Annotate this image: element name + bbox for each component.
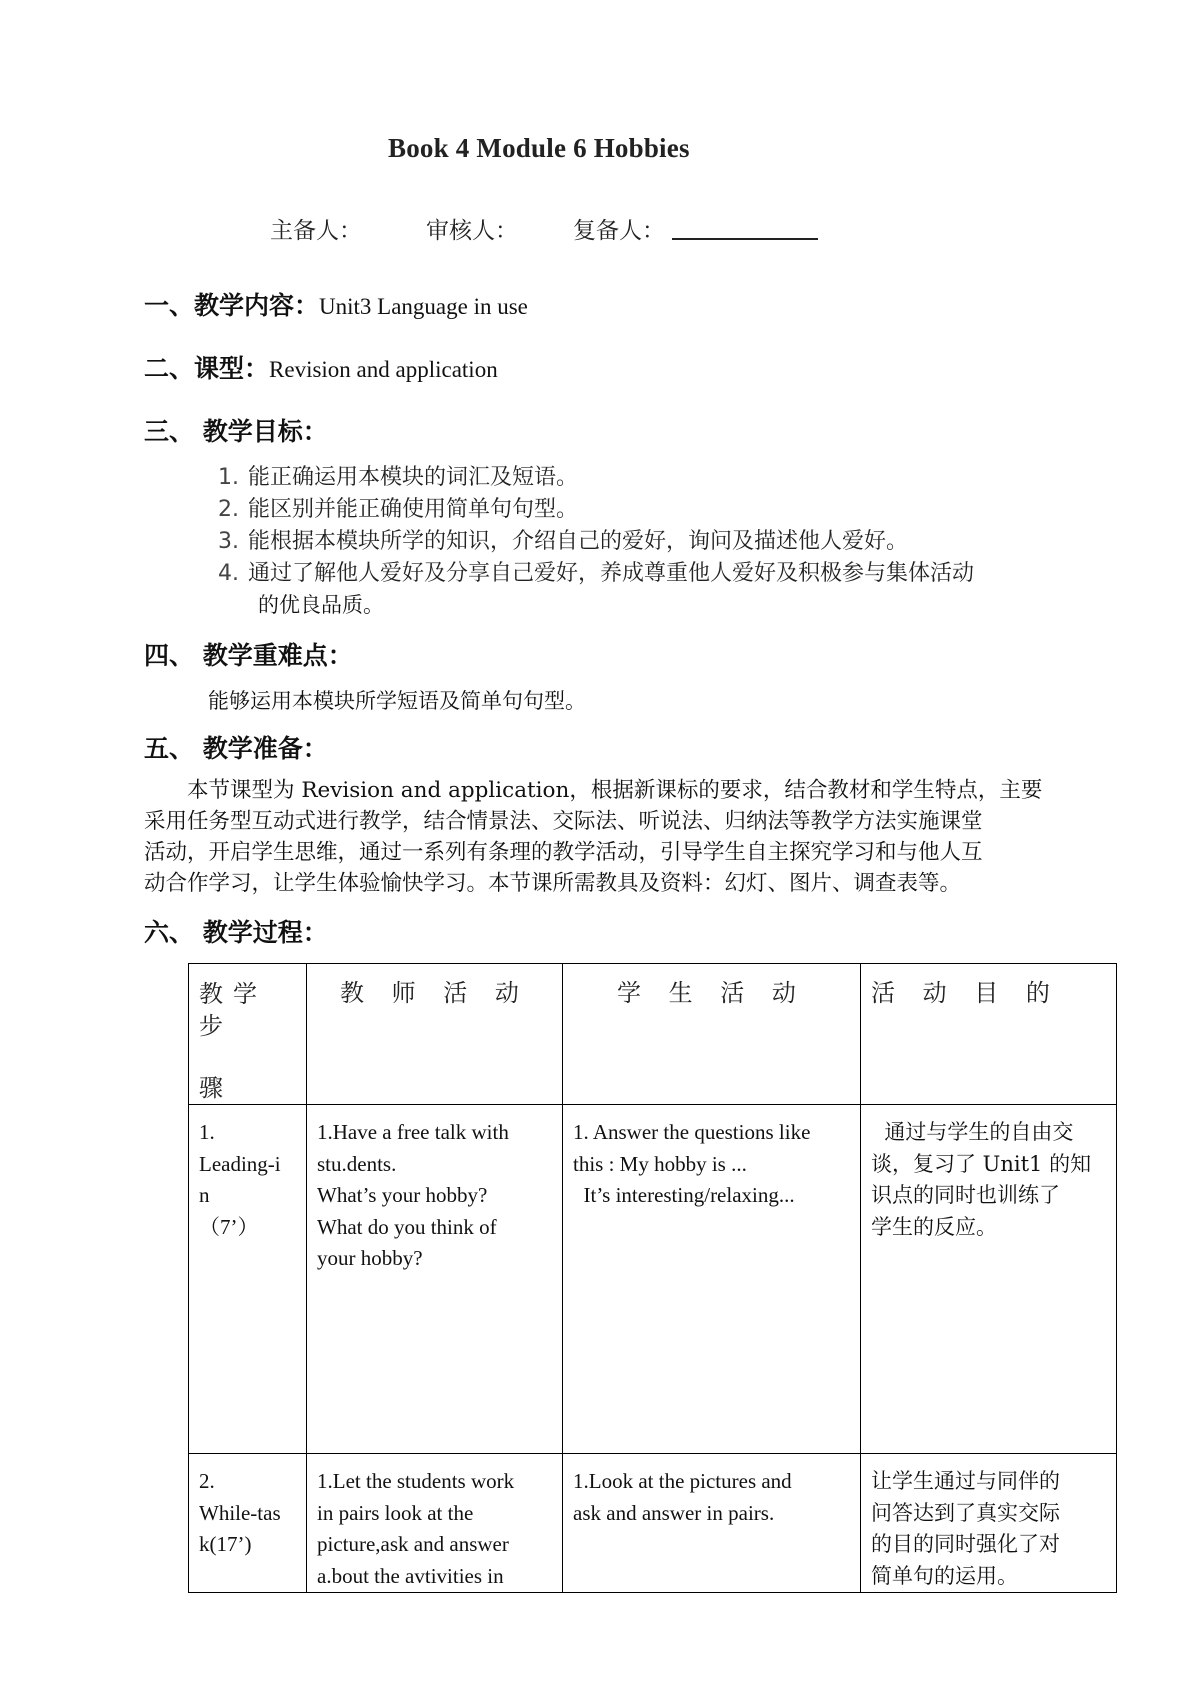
paragraph-line: 活动，开启学生思维，通过一系列有条理的教学活动，引导学生自主探究学习和与他人互 <box>144 840 983 865</box>
section-label: 二、课型： <box>144 354 270 383</box>
preparation-paragraph <box>144 775 1100 899</box>
step-cell: 2. While-tas k(17’) <box>189 1454 307 1593</box>
section-teaching-process <box>144 913 328 949</box>
student-activity-cell: 1.Look at the pictures and ask and answer in pairs. <box>563 1454 861 1593</box>
student-activity-cell: 1. Answer the questions like this : My hobby is ... It’s interesting/relaxing... <box>563 1105 861 1454</box>
co-preparer-blank-line <box>672 238 818 240</box>
table-row <box>189 1454 1117 1593</box>
section-label: 三、 教学目标： <box>144 417 328 446</box>
section-label: 一、教学内容： <box>144 291 320 320</box>
section-teaching-content <box>144 286 528 322</box>
paragraph-line: 采用任务型互动式进行教学，结合情景法、交际法、听说法、归纳法等教学方法实施课堂 <box>144 809 983 834</box>
section-teaching-objectives <box>144 412 328 448</box>
document-title: Book 4 Module 6 Hobbies <box>388 133 690 163</box>
objective-item: 3. 能根据本模块所学的知识，介绍自己的爱好，询问及描述他人爱好。 <box>218 529 909 554</box>
objective-item: 4. 通过了解他人爱好及分享自己爱好，养成尊重他人爱好及积极参与集体活动 <box>218 561 975 586</box>
key-points-text: 能够运用本模块所学短语及简单句句型。 <box>208 689 586 713</box>
teacher-activity-cell: 1.Let the students work in pairs look at the picture,ask and answer a.bout the avtivities in <box>307 1454 563 1593</box>
co-preparer-label: 复备人： <box>573 218 665 244</box>
header-activity-purpose: 活 动 目 的 <box>861 964 1117 1105</box>
objective-continuation: 的优良品质。 <box>258 593 384 617</box>
lead-preparer-label: 主备人： <box>270 218 362 244</box>
table-row <box>189 1105 1117 1454</box>
objective-item: 2. 能区别并能正确使用简单句句型。 <box>218 497 579 522</box>
section-key-points <box>144 636 353 672</box>
activity-purpose-cell: 通过与学生的自由交 谈，复习了 Unit1 的知 识点的同时也训练了 学生的反应。 <box>861 1105 1117 1454</box>
table-header-row <box>189 964 1117 1105</box>
section-lesson-type <box>144 349 498 385</box>
section-value: Unit3 Language in use <box>319 294 528 319</box>
section-label: 六、 教学过程： <box>144 918 328 947</box>
teacher-activity-cell: 1.Have a free talk with stu.dents. What’s your hobby? What do you think of your hobby? <box>307 1105 563 1454</box>
section-preparation <box>144 729 328 765</box>
header-teacher-activity: 教 师 活 动 <box>307 964 563 1105</box>
step-cell: 1. Leading-i n （7’） <box>189 1105 307 1454</box>
section-label: 五、 教学准备： <box>144 734 328 763</box>
reviewer-label: 审核人： <box>426 218 518 244</box>
section-value: Revision and application <box>269 357 498 382</box>
header-student-activity: 学 生 活 动 <box>563 964 861 1105</box>
section-label: 四、 教学重难点： <box>144 641 353 670</box>
header-teaching-step: 教学步 骤 <box>189 964 307 1105</box>
paragraph-line: 动合作学习，让学生体验愉快学习。本节课所需教具及资料：幻灯、图片、调查表等。 <box>144 871 962 896</box>
teaching-process-table <box>188 963 1117 1593</box>
activity-purpose-cell: 让学生通过与同伴的 问答达到了真实交际 的目的同时强化了对 简单句的运用。 <box>861 1454 1117 1593</box>
paragraph-line: 本节课型为 Revision and application，根据新课标的要求，结合教材和学生特点，主要 <box>187 778 1043 803</box>
objective-item: 1. 能正确运用本模块的词汇及短语。 <box>218 465 579 490</box>
